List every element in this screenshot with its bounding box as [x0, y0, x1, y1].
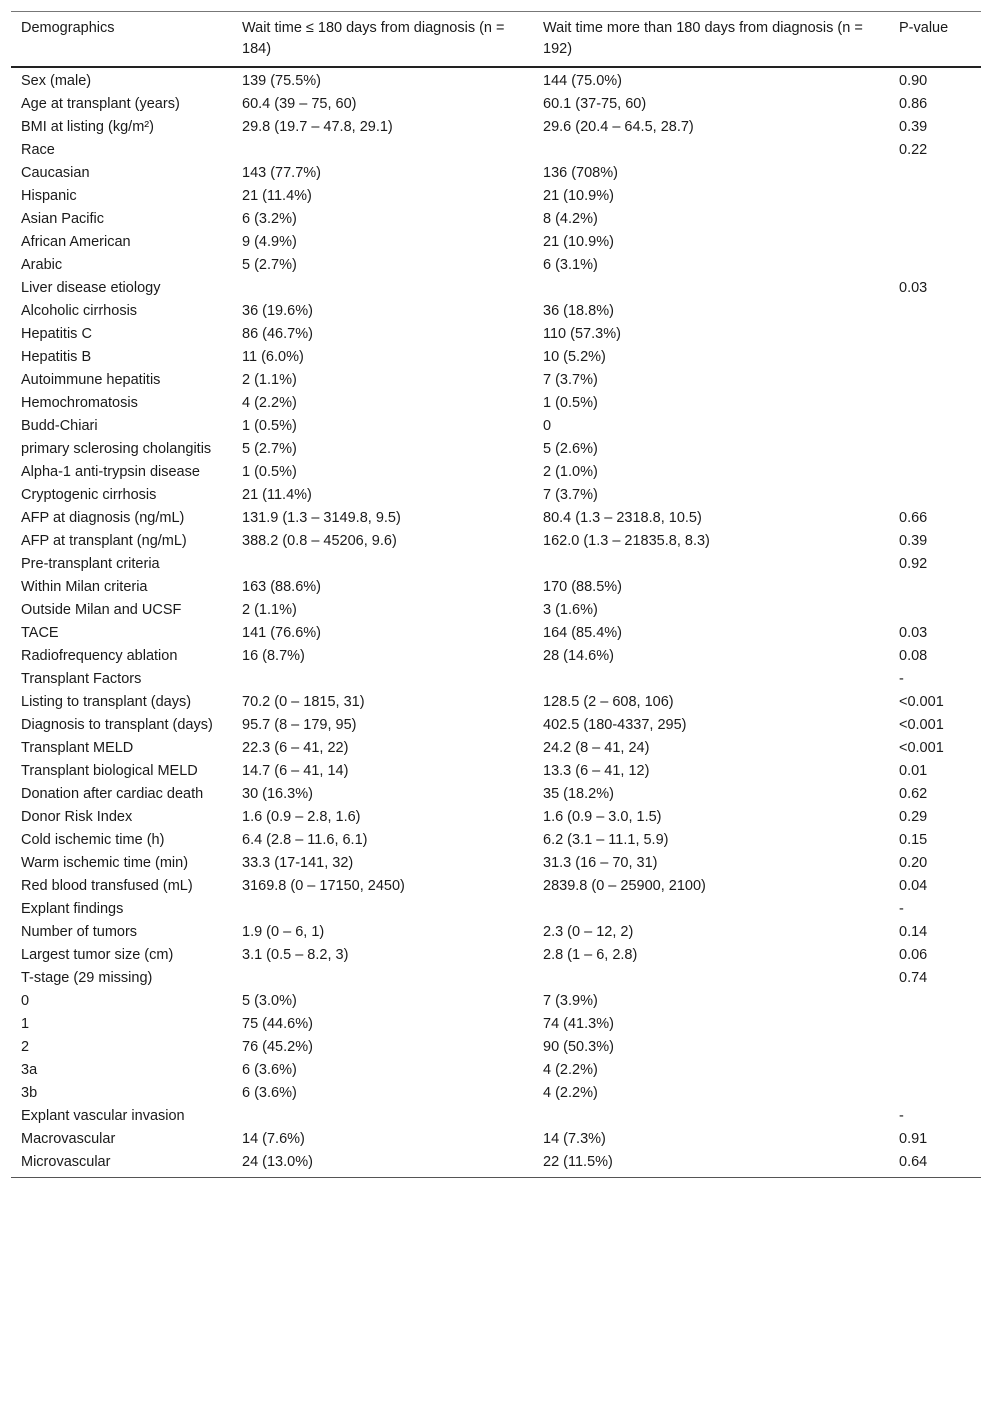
wait-short-value: 4 (2.2%) [242, 395, 297, 411]
p-value [889, 254, 981, 277]
row-label: Liver disease etiology [21, 280, 161, 296]
p-value: 0.39 [899, 119, 928, 135]
row-label: TACE [21, 625, 59, 641]
wait-short-value: 76 (45.2%) [242, 1039, 313, 1055]
p-value [889, 369, 981, 392]
row-label: Hispanic [21, 188, 77, 204]
header-wait-short: Wait time ≤ 180 days from diagnosis (n = 184) [242, 20, 505, 57]
wait-short-value: 163 (88.6%) [242, 579, 321, 595]
wait-long-value: 110 (57.3%) [543, 326, 621, 342]
wait-long-value: 128.5 (2 – 608, 106) [543, 694, 674, 710]
wait-short-value: 141 (76.6%) [242, 625, 321, 641]
wait-short-value: 1 (0.5%) [242, 418, 297, 434]
row-label: Donor Risk Index [21, 809, 133, 825]
row-label: BMI at listing (kg/m²) [21, 119, 154, 135]
wait-short-value [232, 553, 533, 576]
wait-short-value: 6 (3.6%) [242, 1085, 297, 1101]
wait-short-value [232, 898, 533, 921]
wait-short-value: 1 (0.5%) [242, 464, 297, 480]
row-label: Diagnosis to transplant (days) [21, 717, 213, 733]
wait-short-value: 6 (3.6%) [242, 1062, 297, 1078]
wait-short-value: 139 (75.5%) [242, 73, 321, 89]
wait-short-value: 6.4 (2.8 – 11.6, 6.1) [242, 832, 368, 848]
wait-short-value: 86 (46.7%) [242, 326, 313, 342]
table-row [11, 875, 981, 898]
row-label: 1 [21, 1016, 30, 1032]
row-label: Pre-transplant criteria [21, 556, 160, 572]
table-row [11, 323, 981, 346]
wait-long-value: 10 (5.2%) [543, 349, 606, 365]
table-row [11, 1059, 981, 1082]
p-value: - [899, 901, 904, 917]
wait-short-value [232, 668, 533, 691]
wait-long-value: 6.2 (3.1 – 11.1, 5.9) [543, 832, 669, 848]
p-value: 0.86 [899, 96, 928, 112]
wait-long-value: 0 [543, 418, 552, 434]
table-row [11, 438, 981, 461]
wait-short-value [232, 967, 533, 990]
header-wait-long: Wait time more than 180 days from diagnosis (n = 192) [543, 20, 863, 57]
row-label: Budd-Chiari [21, 418, 98, 434]
wait-long-value: 2 (1.0%) [543, 464, 598, 480]
wait-long-value: 80.4 (1.3 – 2318.8, 10.5) [543, 510, 702, 526]
table-row [11, 645, 981, 668]
table-row [11, 300, 981, 323]
wait-long-value: 90 (50.3%) [543, 1039, 614, 1055]
p-value: 0.39 [899, 533, 928, 549]
p-value [889, 461, 981, 484]
wait-short-value: 1.6 (0.9 – 2.8, 1.6) [242, 809, 361, 825]
p-value [889, 1013, 981, 1036]
wait-short-value: 21 (11.4%) [242, 188, 312, 204]
wait-short-value: 9 (4.9%) [242, 234, 297, 250]
p-value [889, 1059, 981, 1082]
row-label: Hepatitis B [21, 349, 92, 365]
table-row [11, 116, 981, 139]
table-row [11, 139, 981, 162]
wait-short-value: 16 (8.7%) [242, 648, 305, 664]
wait-long-value: 144 (75.0%) [543, 73, 622, 89]
row-label: primary sclerosing cholangitis [21, 441, 212, 457]
wait-long-value [533, 898, 889, 921]
wait-short-value: 388.2 (0.8 – 45206, 9.6) [242, 533, 397, 549]
p-value [889, 438, 981, 461]
table-row [11, 254, 981, 277]
p-value [889, 185, 981, 208]
wait-short-value: 3169.8 (0 – 17150, 2450) [242, 878, 405, 894]
wait-short-value: 14.7 (6 – 41, 14) [242, 763, 349, 779]
table-row [11, 691, 981, 714]
p-value: 0.62 [899, 786, 928, 802]
wait-long-value: 3 (1.6%) [543, 602, 598, 618]
p-value: <0.001 [899, 694, 944, 710]
table-row [11, 806, 981, 829]
row-label: Red blood transfused (mL) [21, 878, 193, 894]
wait-short-value: 5 (2.7%) [242, 441, 297, 457]
p-value: <0.001 [899, 717, 944, 733]
wait-short-value: 60.4 (39 – 75, 60) [242, 96, 357, 112]
p-value: 0.90 [899, 73, 928, 89]
wait-short-value: 22.3 (6 – 41, 22) [242, 740, 349, 756]
wait-short-value: 21 (11.4%) [242, 487, 312, 503]
table-row [11, 852, 981, 875]
table-row [11, 162, 981, 185]
wait-short-value [232, 139, 533, 162]
table-row [11, 1151, 981, 1178]
wait-long-value: 31.3 (16 – 70, 31) [543, 855, 658, 871]
wait-long-value [533, 967, 889, 990]
wait-long-value: 60.1 (37-75, 60) [543, 96, 647, 112]
p-value: 0.06 [899, 947, 928, 963]
wait-short-value: 1.9 (0 – 6, 1) [242, 924, 325, 940]
row-label: Microvascular [21, 1154, 111, 1170]
wait-short-value: 2 (1.1%) [242, 602, 297, 618]
wait-long-value: 1.6 (0.9 – 3.0, 1.5) [543, 809, 662, 825]
p-value [889, 484, 981, 507]
wait-short-value: 36 (19.6%) [242, 303, 313, 319]
table-row [11, 415, 981, 438]
wait-long-value: 74 (41.3%) [543, 1016, 614, 1032]
p-value: 0.29 [899, 809, 928, 825]
table-row [11, 67, 981, 93]
row-label: Race [21, 142, 55, 158]
table-row [11, 599, 981, 622]
row-label: Explant findings [21, 901, 124, 917]
wait-long-value [533, 1105, 889, 1128]
row-label: Transplant Factors [21, 671, 142, 687]
row-label: Transplant MELD [21, 740, 134, 756]
wait-short-value: 30 (16.3%) [242, 786, 313, 802]
row-label: AFP at diagnosis (ng/mL) [21, 510, 185, 526]
table-row [11, 829, 981, 852]
table-row [11, 967, 981, 990]
table-row [11, 530, 981, 553]
wait-long-value: 1 (0.5%) [543, 395, 598, 411]
wait-long-value: 6 (3.1%) [543, 257, 598, 273]
p-value [889, 990, 981, 1013]
p-value: 0.64 [899, 1154, 928, 1170]
table-header [11, 12, 981, 68]
wait-long-value: 7 (3.9%) [543, 993, 598, 1009]
row-label: Listing to transplant (days) [21, 694, 192, 710]
wait-short-value: 5 (2.7%) [242, 257, 297, 273]
p-value [889, 208, 981, 231]
wait-long-value: 14 (7.3%) [543, 1131, 606, 1147]
p-value: 0.03 [899, 280, 928, 296]
demographics-table [11, 11, 981, 1178]
wait-short-value: 33.3 (17-141, 32) [242, 855, 354, 871]
header-demographics: Demographics [21, 20, 115, 36]
table-row [11, 990, 981, 1013]
wait-long-value: 2839.8 (0 – 25900, 2100) [543, 878, 706, 894]
wait-short-value: 24 (13.0%) [242, 1154, 313, 1170]
wait-short-value: 29.8 (19.7 – 47.8, 29.1) [242, 119, 393, 135]
p-value [889, 323, 981, 346]
p-value [889, 1036, 981, 1059]
p-value: 0.91 [899, 1131, 928, 1147]
wait-short-value: 70.2 (0 – 1815, 31) [242, 694, 365, 710]
wait-long-value: 7 (3.7%) [543, 487, 598, 503]
p-value: 0.04 [899, 878, 928, 894]
table-row [11, 231, 981, 254]
wait-short-value: 11 (6.0%) [242, 349, 304, 365]
wait-long-value: 24.2 (8 – 41, 24) [543, 740, 650, 756]
wait-long-value: 402.5 (180-4337, 295) [543, 717, 687, 733]
p-value [889, 576, 981, 599]
row-label: African American [21, 234, 131, 250]
wait-short-value [232, 277, 533, 300]
p-value: - [899, 1108, 904, 1124]
p-value [889, 599, 981, 622]
wait-long-value: 29.6 (20.4 – 64.5, 28.7) [543, 119, 694, 135]
table-row [11, 507, 981, 530]
p-value: 0.08 [899, 648, 928, 664]
wait-short-value: 131.9 (1.3 – 3149.8, 9.5) [242, 510, 401, 526]
row-label: Arabic [21, 257, 63, 273]
table-row [11, 576, 981, 599]
wait-long-value: 5 (2.6%) [543, 441, 598, 457]
wait-long-value: 4 (2.2%) [543, 1062, 598, 1078]
table-row [11, 737, 981, 760]
p-value: 0.20 [899, 855, 928, 871]
table-row [11, 93, 981, 116]
p-value: 0.14 [899, 924, 928, 940]
header-p-value: P-value [899, 20, 949, 36]
table-row [11, 668, 981, 691]
table-row [11, 1128, 981, 1151]
row-label: T-stage (29 missing) [21, 970, 153, 986]
wait-long-value: 164 (85.4%) [543, 625, 622, 641]
wait-long-value: 4 (2.2%) [543, 1085, 598, 1101]
wait-long-value: 2.8 (1 – 6, 2.8) [543, 947, 638, 963]
table-row [11, 1036, 981, 1059]
wait-short-value: 143 (77.7%) [242, 165, 321, 181]
row-label: Transplant biological MELD [21, 763, 198, 779]
p-value: 0.92 [899, 556, 928, 572]
row-label: Explant vascular invasion [21, 1108, 185, 1124]
row-label: Asian Pacific [21, 211, 105, 227]
row-label: 0 [21, 993, 30, 1009]
p-value [889, 346, 981, 369]
row-label: Largest tumor size (cm) [21, 947, 174, 963]
p-value [889, 300, 981, 323]
p-value: 0.22 [899, 142, 928, 158]
row-label: Cryptogenic cirrhosis [21, 487, 157, 503]
table-row [11, 783, 981, 806]
row-label: 2 [21, 1039, 30, 1055]
table-row [11, 392, 981, 415]
row-label: Hemochromatosis [21, 395, 138, 411]
row-label: Macrovascular [21, 1131, 116, 1147]
wait-long-value: 7 (3.7%) [543, 372, 598, 388]
wait-short-value: 95.7 (8 – 179, 95) [242, 717, 357, 733]
row-label: Donation after cardiac death [21, 786, 204, 802]
table-row [11, 208, 981, 231]
table-row [11, 461, 981, 484]
wait-short-value: 3.1 (0.5 – 8.2, 3) [242, 947, 349, 963]
wait-short-value: 75 (44.6%) [242, 1016, 313, 1032]
table-row [11, 484, 981, 507]
table-body [11, 67, 981, 1178]
table-row [11, 898, 981, 921]
p-value: 0.03 [899, 625, 928, 641]
table-row [11, 714, 981, 737]
row-label: Alpha-1 anti-trypsin disease [21, 464, 200, 480]
demographics-table-container [11, 11, 981, 1178]
wait-long-value: 2.3 (0 – 12, 2) [543, 924, 634, 940]
p-value: - [899, 671, 904, 687]
wait-long-value [533, 553, 889, 576]
wait-short-value: 5 (3.0%) [242, 993, 297, 1009]
row-label: Caucasian [21, 165, 90, 181]
table-row [11, 921, 981, 944]
wait-long-value [533, 668, 889, 691]
row-label: Sex (male) [21, 73, 92, 89]
row-label: Cold ischemic time (h) [21, 832, 165, 848]
row-label: Warm ischemic time (min) [21, 855, 189, 871]
row-label: Number of tumors [21, 924, 138, 940]
table-row [11, 369, 981, 392]
wait-short-value: 6 (3.2%) [242, 211, 297, 227]
p-value [889, 231, 981, 254]
row-label: Outside Milan and UCSF [21, 602, 182, 618]
table-row [11, 944, 981, 967]
table-row [11, 1105, 981, 1128]
row-label: Alcoholic cirrhosis [21, 303, 138, 319]
p-value [889, 392, 981, 415]
table-row [11, 1082, 981, 1105]
p-value [889, 162, 981, 185]
wait-long-value: 13.3 (6 – 41, 12) [543, 763, 650, 779]
wait-long-value: 22 (11.5%) [543, 1154, 613, 1170]
row-label: Hepatitis C [21, 326, 92, 342]
wait-long-value: 21 (10.9%) [543, 234, 614, 250]
table-row [11, 760, 981, 783]
row-label: Autoimmune hepatitis [21, 372, 161, 388]
wait-short-value: 14 (7.6%) [242, 1131, 305, 1147]
wait-long-value [533, 139, 889, 162]
row-label: 3a [21, 1062, 38, 1078]
header-row [11, 12, 981, 68]
wait-long-value: 162.0 (1.3 – 21835.8, 8.3) [543, 533, 710, 549]
p-value: <0.001 [899, 740, 944, 756]
table-row [11, 1013, 981, 1036]
wait-long-value: 136 (708%) [543, 165, 618, 181]
wait-long-value: 35 (18.2%) [543, 786, 614, 802]
p-value [889, 1082, 981, 1105]
row-label: Age at transplant (years) [21, 96, 180, 112]
p-value: 0.66 [899, 510, 928, 526]
table-row [11, 185, 981, 208]
wait-long-value [533, 277, 889, 300]
wait-long-value: 36 (18.8%) [543, 303, 614, 319]
table-row [11, 277, 981, 300]
row-label: Radiofrequency ablation [21, 648, 178, 664]
p-value: 0.01 [899, 763, 928, 779]
table-row [11, 553, 981, 576]
row-label: 3b [21, 1085, 38, 1101]
wait-long-value: 170 (88.5%) [543, 579, 622, 595]
row-label: AFP at transplant (ng/mL) [21, 533, 187, 549]
wait-long-value: 8 (4.2%) [543, 211, 598, 227]
wait-long-value: 21 (10.9%) [543, 188, 614, 204]
p-value: 0.74 [899, 970, 928, 986]
wait-short-value [232, 1105, 533, 1128]
row-label: Within Milan criteria [21, 579, 148, 595]
table-row [11, 622, 981, 645]
table-row [11, 346, 981, 369]
p-value: 0.15 [899, 832, 928, 848]
wait-short-value: 2 (1.1%) [242, 372, 297, 388]
p-value [889, 415, 981, 438]
wait-long-value: 28 (14.6%) [543, 648, 614, 664]
